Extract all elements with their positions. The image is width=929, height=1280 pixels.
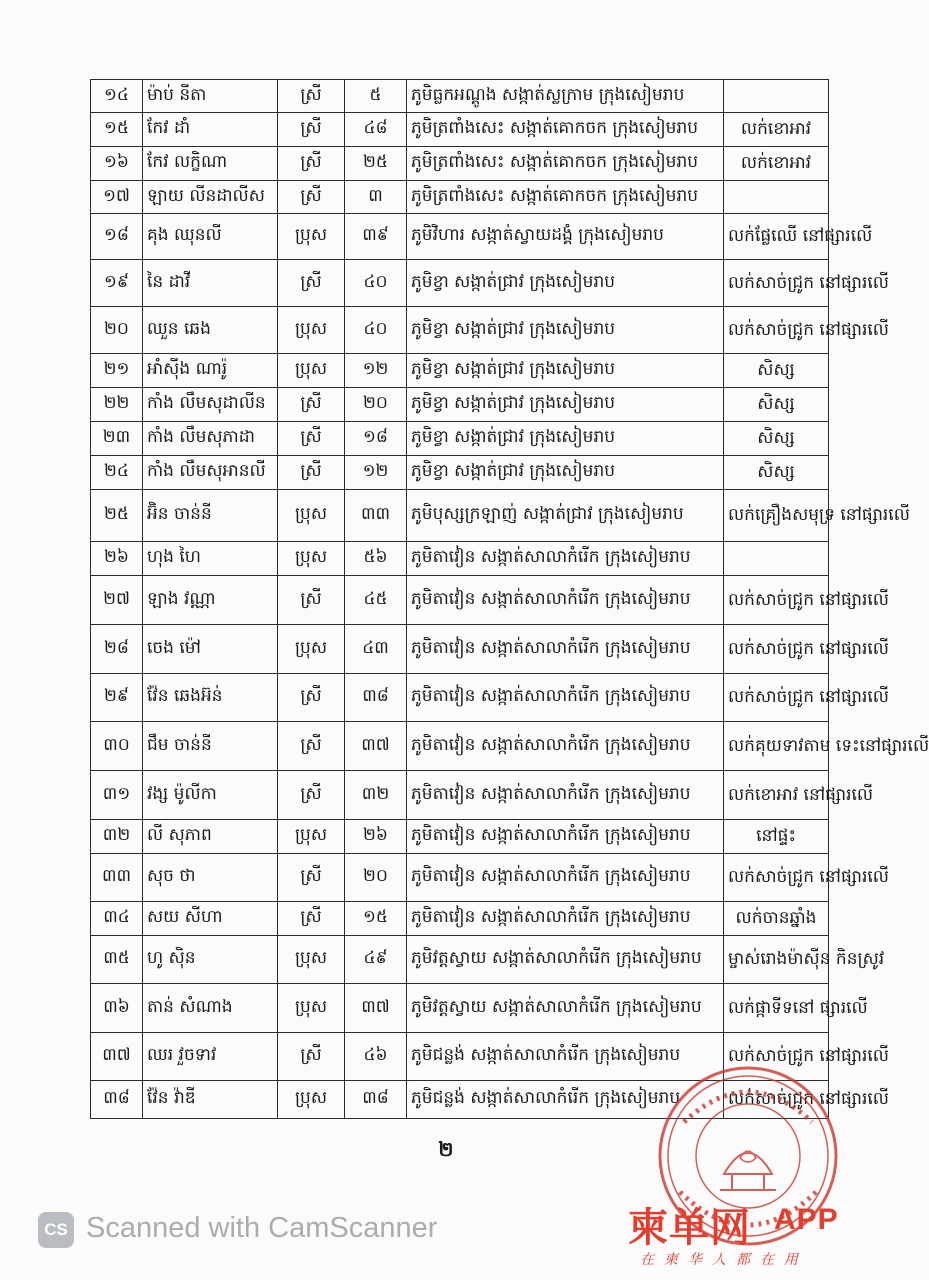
- cell-occupation: សិស្ស: [724, 354, 829, 388]
- cell-address: ភូមិតាវៀន សង្កាត់សាលាកំរើក ក្រុងសៀមរាប: [407, 854, 724, 902]
- cell-occupation: លក់គ្រឿងសមុទ្រ នៅផ្សារលើ: [724, 490, 829, 542]
- table-row: [91, 771, 829, 820]
- cell-row-number: ១៤: [91, 80, 143, 113]
- cell-address: ភូមិតាវៀន សង្កាត់សាលាកំរើក ក្រុងសៀមរាប: [407, 902, 724, 936]
- page-number: ២: [438, 1137, 454, 1161]
- cell-row-number: ២៨: [91, 625, 143, 674]
- cell-occupation: នៅផ្ទះ: [724, 820, 829, 854]
- cell-sex: ប្រុស: [278, 984, 345, 1033]
- cell-person-name: លី សុភាព: [143, 820, 278, 854]
- cell-person-name: ឈរ វួចទាវ: [143, 1033, 278, 1081]
- cell-sex: ស្រី: [278, 388, 345, 422]
- cell-address: ភូមិវត្តស្វាយ សង្កាត់សាលាកំរើក ក្រុងសៀមរាប: [407, 984, 724, 1033]
- cell-address: ភូមិវត្តស្វាយ សង្កាត់សាលាកំរើក ក្រុងសៀមរាប: [407, 936, 724, 984]
- cell-occupation: លក់ខោអាវ នៅផ្សារលើ: [724, 771, 829, 820]
- cell-row-number: ២៦: [91, 542, 143, 576]
- cell-person-name: កែវ លក្ខិណា: [143, 147, 278, 181]
- cell-age: ៤៨: [345, 113, 407, 147]
- cell-age: ២៥: [345, 147, 407, 181]
- cell-occupation: លក់ខោអាវ: [724, 113, 829, 147]
- cell-occupation: សិស្ស: [724, 422, 829, 456]
- cell-age: ១៥: [345, 902, 407, 936]
- cell-sex: ស្រី: [278, 1033, 345, 1081]
- cell-sex: ស្រី: [278, 854, 345, 902]
- cell-person-name: សយ សីហា: [143, 902, 278, 936]
- cell-row-number: ២៧: [91, 576, 143, 625]
- cell-row-number: ៣៧: [91, 1033, 143, 1081]
- table-row: [91, 674, 829, 722]
- cell-address: ភូមិតាវៀន សង្កាត់សាលាកំរើក ក្រុងសៀមរាប: [407, 674, 724, 722]
- cell-row-number: ១៩: [91, 260, 143, 307]
- cell-person-name: ហុង ហៃ: [143, 542, 278, 576]
- cell-row-number: ៣៤: [91, 902, 143, 936]
- cell-age: ៤០: [345, 307, 407, 354]
- cell-row-number: ១៨: [91, 214, 143, 260]
- cell-address: ភូមិតាវៀន សង្កាត់សាលាកំរើក ក្រុងសៀមរាប: [407, 820, 724, 854]
- cell-occupation: ម្ចាស់រោងម៉ាស៊ីន កិនស្រូវ: [724, 936, 829, 984]
- cell-address: ភូមិត្រពាំងសេះ សង្កាត់គោកចក ក្រុងសៀមរាប: [407, 181, 724, 214]
- people-table-body: [91, 80, 929, 1119]
- cell-row-number: ២១: [91, 354, 143, 388]
- cell-age: ៣៣: [345, 490, 407, 542]
- camscanner-logo-icon: CS: [38, 1212, 74, 1248]
- cell-age: ១២: [345, 456, 407, 490]
- cell-row-number: ៣២: [91, 820, 143, 854]
- cell-age: ៣៩: [345, 214, 407, 260]
- cell-person-name: ម៉ាប់ នីតា: [143, 80, 278, 113]
- table-row: [91, 542, 829, 576]
- table-row: [91, 625, 829, 674]
- cell-address: ភូមិតាវៀន សង្កាត់សាលាកំរើក ក្រុងសៀមរាប: [407, 625, 724, 674]
- watermark-tagline: 在柬华人都在用: [640, 1252, 808, 1268]
- cell-address: ភូមិខ្វា សង្កាត់ជ្រាវ ក្រុងសៀមរាប: [407, 456, 724, 490]
- cell-row-number: ៣៨: [91, 1081, 143, 1119]
- watermark-brand: 柬单网: [628, 1205, 751, 1251]
- table-row: [91, 902, 829, 936]
- cell-sex: ប្រុស: [278, 307, 345, 354]
- cell-age: ៥៦: [345, 542, 407, 576]
- cell-person-name: ចេង ម៉ៅ: [143, 625, 278, 674]
- cell-occupation: លក់សាច់ជ្រូក នៅផ្សារលើ: [724, 1081, 829, 1119]
- cell-address: ភូមិជន្លង់ សង្កាត់សាលាកំរើក ក្រុងសៀមរាប: [407, 1033, 724, 1081]
- cell-age: ៣៨: [345, 1081, 407, 1119]
- cell-age: ៣៧: [345, 984, 407, 1033]
- cell-row-number: ២៣: [91, 422, 143, 456]
- cell-address: ភូមិបុស្សក្រឡាញ់ សង្កាត់ជ្រាវ ក្រុងសៀមរាប: [407, 490, 724, 542]
- people-table: [90, 79, 929, 1119]
- cell-row-number: ៣០: [91, 722, 143, 771]
- cell-row-number: ៣៥: [91, 936, 143, 984]
- cell-sex: ប្រុស: [278, 354, 345, 388]
- table-row: [91, 388, 829, 422]
- cell-age: ៤៦: [345, 1033, 407, 1081]
- cell-age: ៣២: [345, 771, 407, 820]
- cell-age: ៤០: [345, 260, 407, 307]
- cell-sex: ស្រី: [278, 113, 345, 147]
- cell-sex: ស្រី: [278, 80, 345, 113]
- cell-person-name: អាំស៊ីង ណារ៉ូ: [143, 354, 278, 388]
- cell-occupation: សិស្ស: [724, 388, 829, 422]
- table-row: [91, 354, 829, 388]
- cell-person-name: កាំង លឹមសុភាដា: [143, 422, 278, 456]
- cell-age: ៤៣: [345, 625, 407, 674]
- cell-sex: ប្រុស: [278, 625, 345, 674]
- cell-person-name: តាន់ សំណាង: [143, 984, 278, 1033]
- cell-sex: ប្រុស: [278, 936, 345, 984]
- cell-age: ២៦: [345, 820, 407, 854]
- cell-address: ភូមិតាវៀន សង្កាត់សាលាកំរើក ក្រុងសៀមរាប: [407, 771, 724, 820]
- cell-row-number: ១៧: [91, 181, 143, 214]
- cell-person-name: កែវ ដាំ: [143, 113, 278, 147]
- cell-row-number: ១៥: [91, 113, 143, 147]
- cell-row-number: ៣១: [91, 771, 143, 820]
- table-row: [91, 576, 829, 625]
- cell-sex: ប្រុស: [278, 542, 345, 576]
- cell-person-name: កាំង លឹមសុអានលី: [143, 456, 278, 490]
- cell-occupation: លក់សាច់ជ្រូក នៅផ្សារលើ: [724, 1033, 829, 1081]
- cell-address: ភូមិខ្វា សង្កាត់ជ្រាវ ក្រុងសៀមរាប: [407, 260, 724, 307]
- cell-occupation: [724, 80, 829, 113]
- cell-person-name: អ៊ិន ចាន់នី: [143, 490, 278, 542]
- cell-address: ភូមិខ្វា សង្កាត់ជ្រាវ ក្រុងសៀមរាប: [407, 422, 724, 456]
- cell-address: ភូមិវិហារ សង្កាត់ស្វាយដង្គំ ក្រុងសៀមរាប: [407, 214, 724, 260]
- cell-person-name: ឡាង វណ្ណា: [143, 576, 278, 625]
- cell-row-number: ៣៣: [91, 854, 143, 902]
- table-row: [91, 820, 829, 854]
- cell-sex: ស្រី: [278, 422, 345, 456]
- cell-sex: ស្រី: [278, 902, 345, 936]
- cell-row-number: ២៤: [91, 456, 143, 490]
- cell-address: ភូមិត្រពាំងសេះ សង្កាត់គោកចក ក្រុងសៀមរាប: [407, 113, 724, 147]
- cell-age: ៣: [345, 181, 407, 214]
- table-row: [91, 80, 829, 113]
- cell-person-name: ឈួន ឆេង: [143, 307, 278, 354]
- cell-row-number: ១៦: [91, 147, 143, 181]
- cell-sex: ស្រី: [278, 771, 345, 820]
- cell-person-name: សុច ថា: [143, 854, 278, 902]
- cell-address: ភូមិខ្វា សង្កាត់ជ្រាវ ក្រុងសៀមរាប: [407, 388, 724, 422]
- cell-sex: ស្រី: [278, 456, 345, 490]
- cell-occupation: លក់សាច់ជ្រូក នៅផ្សារលើ: [724, 260, 829, 307]
- cell-person-name: កាំង លឹមសុដាលីន: [143, 388, 278, 422]
- cell-sex: ប្រុស: [278, 820, 345, 854]
- table-row: [91, 307, 829, 354]
- cell-row-number: ២៩: [91, 674, 143, 722]
- cell-address: ភូមិធ្លកអណ្តូង សង្កាត់ស្លក្រាម ក្រុងសៀមរាប: [407, 80, 724, 113]
- cell-person-name: ហូ ស៊ិន: [143, 936, 278, 984]
- cell-age: ២០: [345, 854, 407, 902]
- cell-row-number: ២២: [91, 388, 143, 422]
- cell-sex: ប្រុស: [278, 490, 345, 542]
- table-row: [91, 490, 829, 542]
- cell-age: ៤៥: [345, 576, 407, 625]
- cell-address: ភូមិខ្វា សង្កាត់ជ្រាវ ក្រុងសៀមរាប: [407, 307, 724, 354]
- table-row: [91, 854, 829, 902]
- cell-sex: ប្រុស: [278, 214, 345, 260]
- cell-address: ភូមិខ្វា សង្កាត់ជ្រាវ ក្រុងសៀមរាប: [407, 354, 724, 388]
- table-row: [91, 147, 829, 181]
- cell-person-name: ឡាយ លីនដាលីស: [143, 181, 278, 214]
- cell-sex: ស្រី: [278, 181, 345, 214]
- cell-row-number: ២០: [91, 307, 143, 354]
- cell-occupation: លក់ខោអាវ: [724, 147, 829, 181]
- cell-occupation: លក់សាច់ជ្រូក នៅផ្សារលើ: [724, 625, 829, 674]
- cell-age: ៤៩: [345, 936, 407, 984]
- watermark-app-label: APP: [774, 1203, 839, 1236]
- table-row: [91, 984, 829, 1033]
- cell-address: ភូមិជន្លង់ សង្កាត់សាលាកំរើក ក្រុងសៀមរាប: [407, 1081, 724, 1119]
- cell-sex: ស្រី: [278, 576, 345, 625]
- cell-occupation: លក់សាច់ជ្រូក នៅផ្សារលើ: [724, 854, 829, 902]
- cell-sex: ស្រី: [278, 147, 345, 181]
- cell-address: ភូមិត្រពាំងសេះ សង្កាត់គោកចក ក្រុងសៀមរាប: [407, 147, 724, 181]
- cell-person-name: នៃ ដាវី: [143, 260, 278, 307]
- table-row: [91, 113, 829, 147]
- table-row: [91, 936, 829, 984]
- cell-person-name: វ៉ែន វ៉ាឌី: [143, 1081, 278, 1119]
- cell-row-number: ៣៦: [91, 984, 143, 1033]
- cell-person-name: ជឹម ចាន់នី: [143, 722, 278, 771]
- cell-age: ១២: [345, 354, 407, 388]
- cell-age: ១៨: [345, 422, 407, 456]
- table-row: [91, 214, 829, 260]
- cell-occupation: [724, 181, 829, 214]
- cell-occupation: [724, 542, 829, 576]
- cell-sex: ប្រុស: [278, 1081, 345, 1119]
- cell-age: ៥: [345, 80, 407, 113]
- cell-age: ២០: [345, 388, 407, 422]
- table-row: [91, 422, 829, 456]
- cell-occupation: លក់សាច់ជ្រូក នៅផ្សារលើ: [724, 674, 829, 722]
- cell-sex: ស្រី: [278, 260, 345, 307]
- cell-person-name: គុង ឈុនលី: [143, 214, 278, 260]
- cell-person-name: វ៉ែន ឆេងអ៊ន់: [143, 674, 278, 722]
- table-row: [91, 260, 829, 307]
- cell-sex: ស្រី: [278, 722, 345, 771]
- cell-address: ភូមិតាវៀន សង្កាត់សាលាកំរើក ក្រុងសៀមរាប: [407, 576, 724, 625]
- cell-occupation: លក់សាច់ជ្រូក នៅផ្សារលើ: [724, 307, 829, 354]
- cell-age: ៣៧: [345, 722, 407, 771]
- cell-row-number: ២៥: [91, 490, 143, 542]
- cell-occupation: លក់គុយទាវតាម ទេះនៅផ្សារលើ: [724, 722, 829, 771]
- table-row: [91, 181, 829, 214]
- table-row: [91, 722, 829, 771]
- cell-occupation: លក់សាច់ជ្រូក នៅផ្សារលើ: [724, 576, 829, 625]
- cell-occupation: លក់ចានឆ្នាំង: [724, 902, 829, 936]
- cell-age: ៣៨: [345, 674, 407, 722]
- cell-address: ភូមិតាវៀន សង្កាត់សាលាកំរើក ក្រុងសៀមរាប: [407, 542, 724, 576]
- cell-person-name: វង្ស ម៉ូលីកា: [143, 771, 278, 820]
- cell-occupation: សិស្ស: [724, 456, 829, 490]
- table-row: [91, 456, 829, 490]
- cell-occupation: លក់ផ្លែឈើ នៅផ្សារលើ: [724, 214, 829, 260]
- cell-address: ភូមិតាវៀន សង្កាត់សាលាកំរើក ក្រុងសៀមរាប: [407, 722, 724, 771]
- camscanner-label: Scanned with CamScanner: [86, 1212, 438, 1244]
- cell-sex: ស្រី: [278, 674, 345, 722]
- cell-occupation: លក់ផ្កាទីទនៅ ផ្សារលើ: [724, 984, 829, 1033]
